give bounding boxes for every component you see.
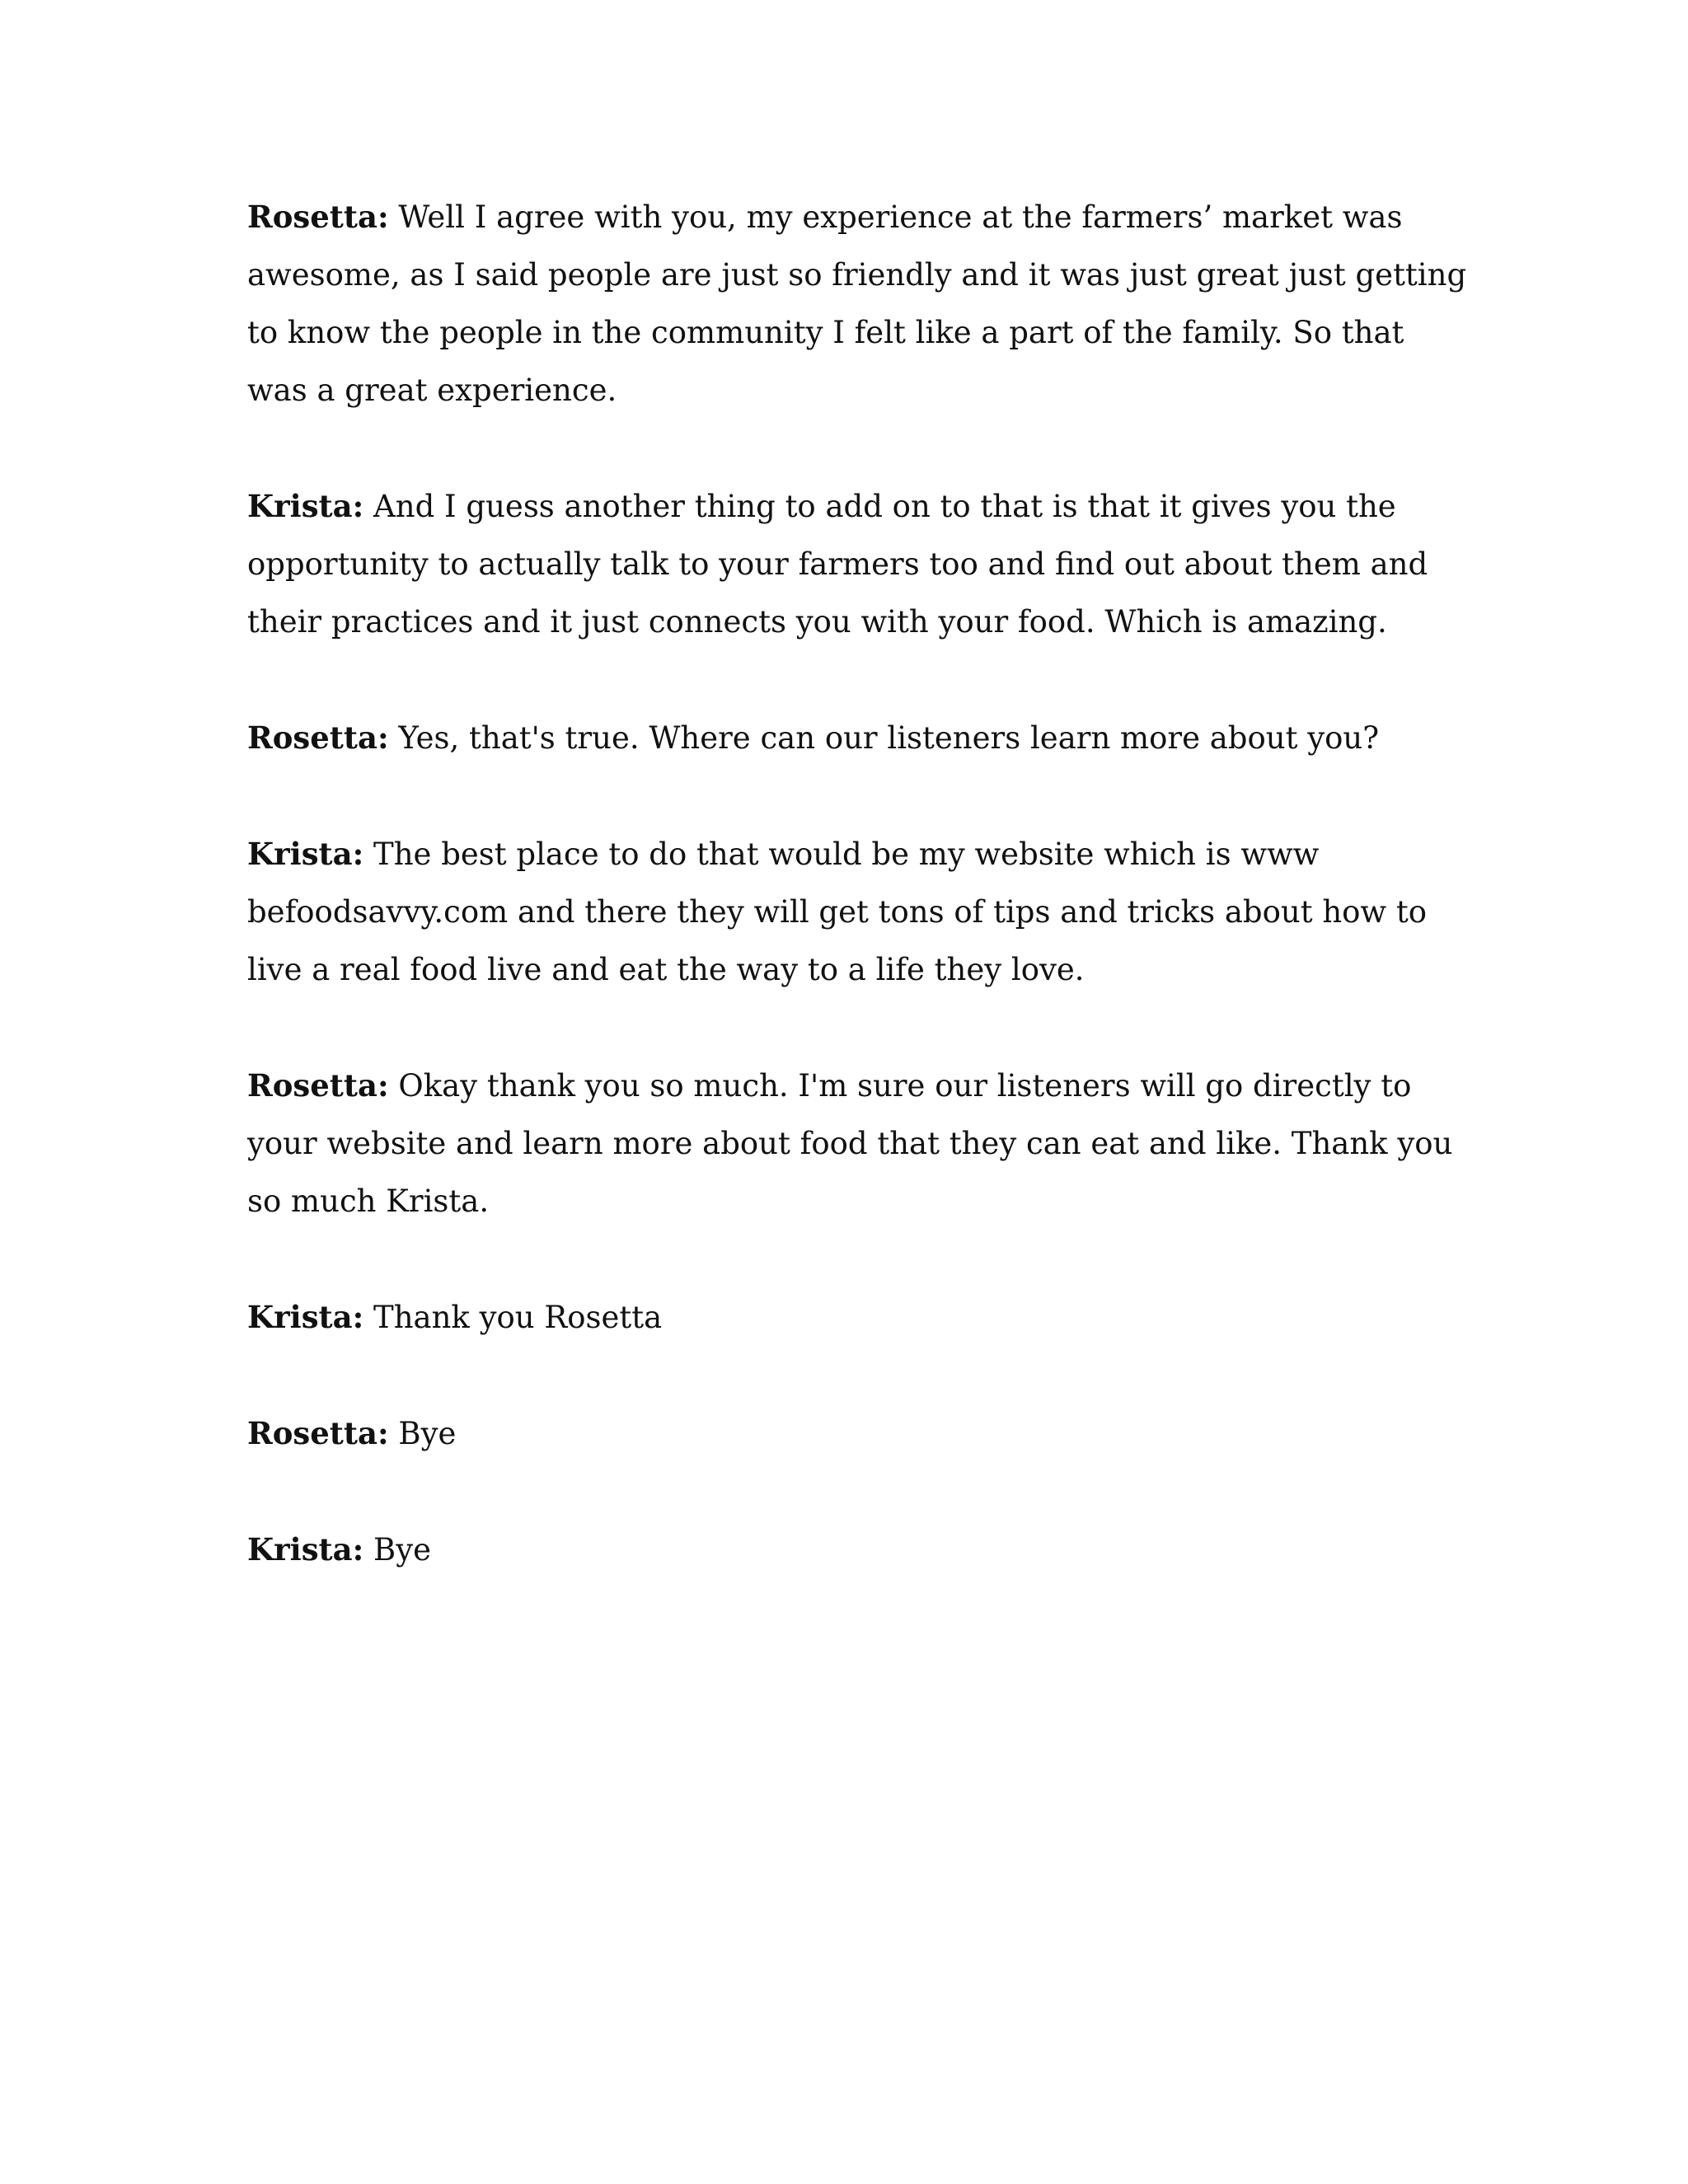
speaker-name: Rosetta:	[247, 199, 389, 235]
utterance-text: Okay thank you so much. I'm sure our listeners will go directly to your website and learn more about food that they can eat and like. Thank you so much Krista.	[247, 1068, 1453, 1219]
speaker-name: Rosetta:	[247, 719, 389, 756]
utterance-text: Yes, that's true. Where can our listeners learn more about you?	[398, 720, 1380, 756]
transcript-turn	[247, 477, 1467, 651]
transcript-turn	[247, 709, 1467, 767]
speaker-name: Krista:	[247, 1299, 364, 1335]
transcript-turn	[247, 825, 1467, 999]
utterance-text: Thank you Rosetta	[373, 1300, 663, 1335]
transcript-turn	[247, 1404, 1467, 1463]
utterance-text: Bye	[373, 1532, 432, 1568]
utterance-text: Well I agree with you, my experience at the farmers’ market was awesome, as I said people are just so friendly and it was just great just getting to know the people in the community I felt like a part of the family. So that was a great experience.	[247, 199, 1467, 408]
utterance-text: And I guess another thing to add on to that is that it gives you the opportunity to actually talk to your farmers too and find out about them and their practices and it just connects you with your food. Which is amazing.	[247, 489, 1428, 640]
speaker-name: Krista:	[247, 836, 364, 872]
speaker-name: Rosetta:	[247, 1067, 389, 1104]
transcript	[247, 188, 1467, 1637]
speaker-name: Krista:	[247, 1531, 364, 1568]
speaker-name: Krista:	[247, 488, 364, 524]
transcript-turn	[247, 1288, 1467, 1347]
transcript-turn	[247, 1057, 1467, 1230]
speaker-name: Rosetta:	[247, 1415, 389, 1451]
utterance-text: The best place to do that would be my website which is www befoodsavvy.com and there they will get tons of tips and tricks about how to live a real food live and eat the way to a life they love.	[247, 837, 1428, 987]
utterance-text: Bye	[398, 1416, 457, 1451]
transcript-turn	[247, 188, 1467, 419]
transcript-turn	[247, 1521, 1467, 1579]
